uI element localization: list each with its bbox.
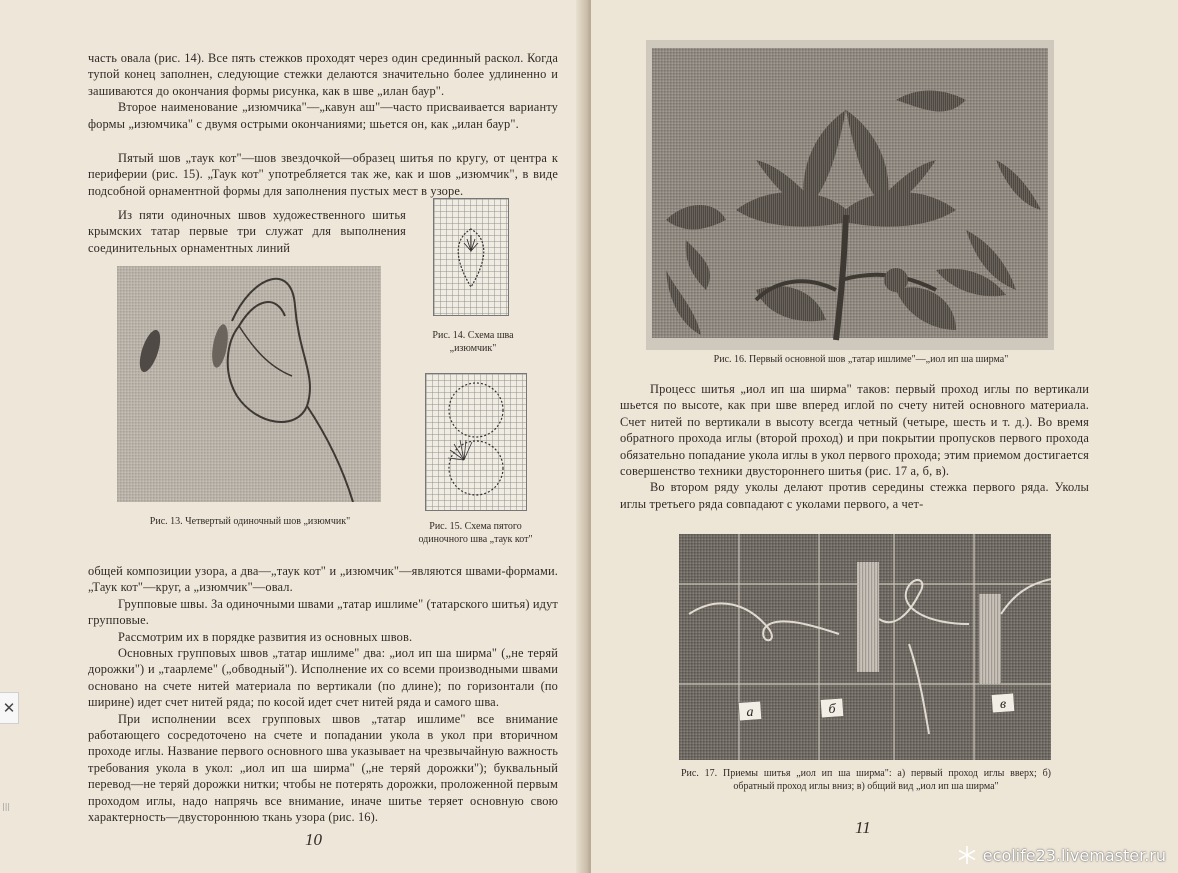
figure-13-photo (117, 266, 381, 502)
left-paragraph-5: общей композиции узора, а два—„таук кот" и „изюмчик"—являются швами-формами. „Таук кот"—круг, а „изюмчик"—овал. (88, 564, 558, 595)
left-paragraph-8: Основных групповых швов „татар ишлиме" два: „иол ип ша ширма" („не теряй дорожки") и „таарлеме" („обводный"). Исполнение их со всеми производными швами основано на счете нитей материала по вертикали (по длине); по горизонтали (по ширине) идет счет нитей ряда; по косой идет счет нитей ряда и самого шва. (88, 646, 558, 710)
left-paragraph-1: часть овала (рис. 14). Все пять стежков проходят через один срединный раскол. Когда тупой конец заполнен, следующие стежки делаются значительно более удлиненно и зашиваются до окончания формы рисунка, как в шве „илан баур". (88, 51, 558, 98)
right-paragraph-1: Процесс шитья „иол ип ша ширма" таков: первый проход иглы по вертикали шьется по высоте, как при шве вперед иглой по счету нитей основного материала. Счет нитей по вертикали в высоту всегда четный (четыре, шесть и т. д.). Во время обратного прохода иглы (второй проход) и при покрытии пропусков первого прохода обязательно попадание укола иглы в укол первого прохода; этим приемом достигается совершенство техники двустороннего шитья (рис. 17 а, б, в). (620, 382, 1089, 479)
watermark-text: ecolife23.livemaster.ru (982, 845, 1166, 865)
left-page (0, 0, 587, 873)
left-paragraph-7: Рассмотрим их в порядке развития из основных швов. (118, 629, 413, 644)
page-number-left: 10 (305, 830, 322, 849)
figure-16-photo (646, 40, 1054, 350)
page-number-right: 11 (855, 818, 871, 837)
left-text-fifth-stitch (88, 150, 558, 199)
figure-17-label-a: а (746, 705, 754, 720)
watermark (957, 845, 1166, 865)
left-paragraph-3: Пятый шов „таук кот"—шов звездочкой—образец шитья по кругу, от центра к периферии (рис. 15). „Таук кот" употребляется так же, как и шов „изюмчик", в виде подсобной орнаментной формы для заполнения пустых мест в узоре. (88, 151, 558, 198)
figure-15-caption: Рис. 15. Схема пятого одиночного шва „таук кот" (418, 521, 533, 545)
left-paragraph-2: Второе наименование „изюмчика"—„кавун аш"—часто присваивается варианту формы „изюмчика" с двумя острыми окончаниями; шьется он, как „илан баур". (88, 100, 558, 131)
figure-14-drop-shape (434, 199, 508, 315)
side-mark: ||| (2, 802, 11, 811)
figure-14-grid (433, 198, 509, 316)
right-text (620, 381, 1089, 512)
figure-13-caption: Рис. 13. Четвертый одиночный шов „изюмчик" (149, 516, 351, 527)
left-text-bottom (88, 563, 558, 826)
figure-17-label-b: б (828, 702, 836, 717)
close-icon[interactable]: ✕ (0, 692, 19, 724)
left-paragraph-9: При исполнении всех групповых швов „татар ишлиме" все внимание работающего сосредоточено на счете и попадании укола в укол при вторичном проходе иглы. Название первого основного шва указывает на чрезвычайную важность требования укола в укол: „иол ип ша ширма" („не теряй дорожки"); буквальный перевод—не теряй дорожки нитки; чтобы не потерять дорожки, проложенной первым проходом иглы, надо напрячь все внимание, иначе шитье теряет основную свою характерность—двустороннюю ткань узора (рис. 16). (88, 711, 558, 825)
figure-14-caption: Рис. 14. Схема шва „изюмчик" (432, 330, 514, 354)
figure-15-grid (425, 373, 527, 511)
figure-17-photo (679, 534, 1051, 760)
figure-17-label-c: в (999, 697, 1007, 712)
right-paragraph-2: Во втором ряду уколы делают против середины стежка первого ряда. Уколы иглы третьего ряда совпадают с уколами первого, а чет- (620, 480, 1089, 511)
left-paragraph-6: Групповые швы. За одиночными швами „татар ишлиме" (татарского шитья) идут групповые. (88, 596, 558, 628)
left-text-beside-fig14 (88, 207, 406, 256)
snowflake-icon (957, 845, 977, 865)
figure-16-caption: Рис. 16. Первый основной шов „татар ишлиме"—„иол ип ша ширма" (713, 354, 1009, 365)
left-text-top (88, 50, 558, 132)
figure-15-circles (426, 374, 526, 510)
figure-17-caption: Рис. 17. Приемы шитья „иол ип ша ширма": а) первый проход иглы вверх; б) обратный проход иглы вниз; в) общий вид „иол ип ша ширма" (681, 768, 1051, 792)
left-paragraph-4: Из пяти одиночных швов художественного шитья крымских татар первые три служат для выполнения соединительных орнаментных линий (88, 208, 406, 255)
right-page (591, 0, 1178, 873)
